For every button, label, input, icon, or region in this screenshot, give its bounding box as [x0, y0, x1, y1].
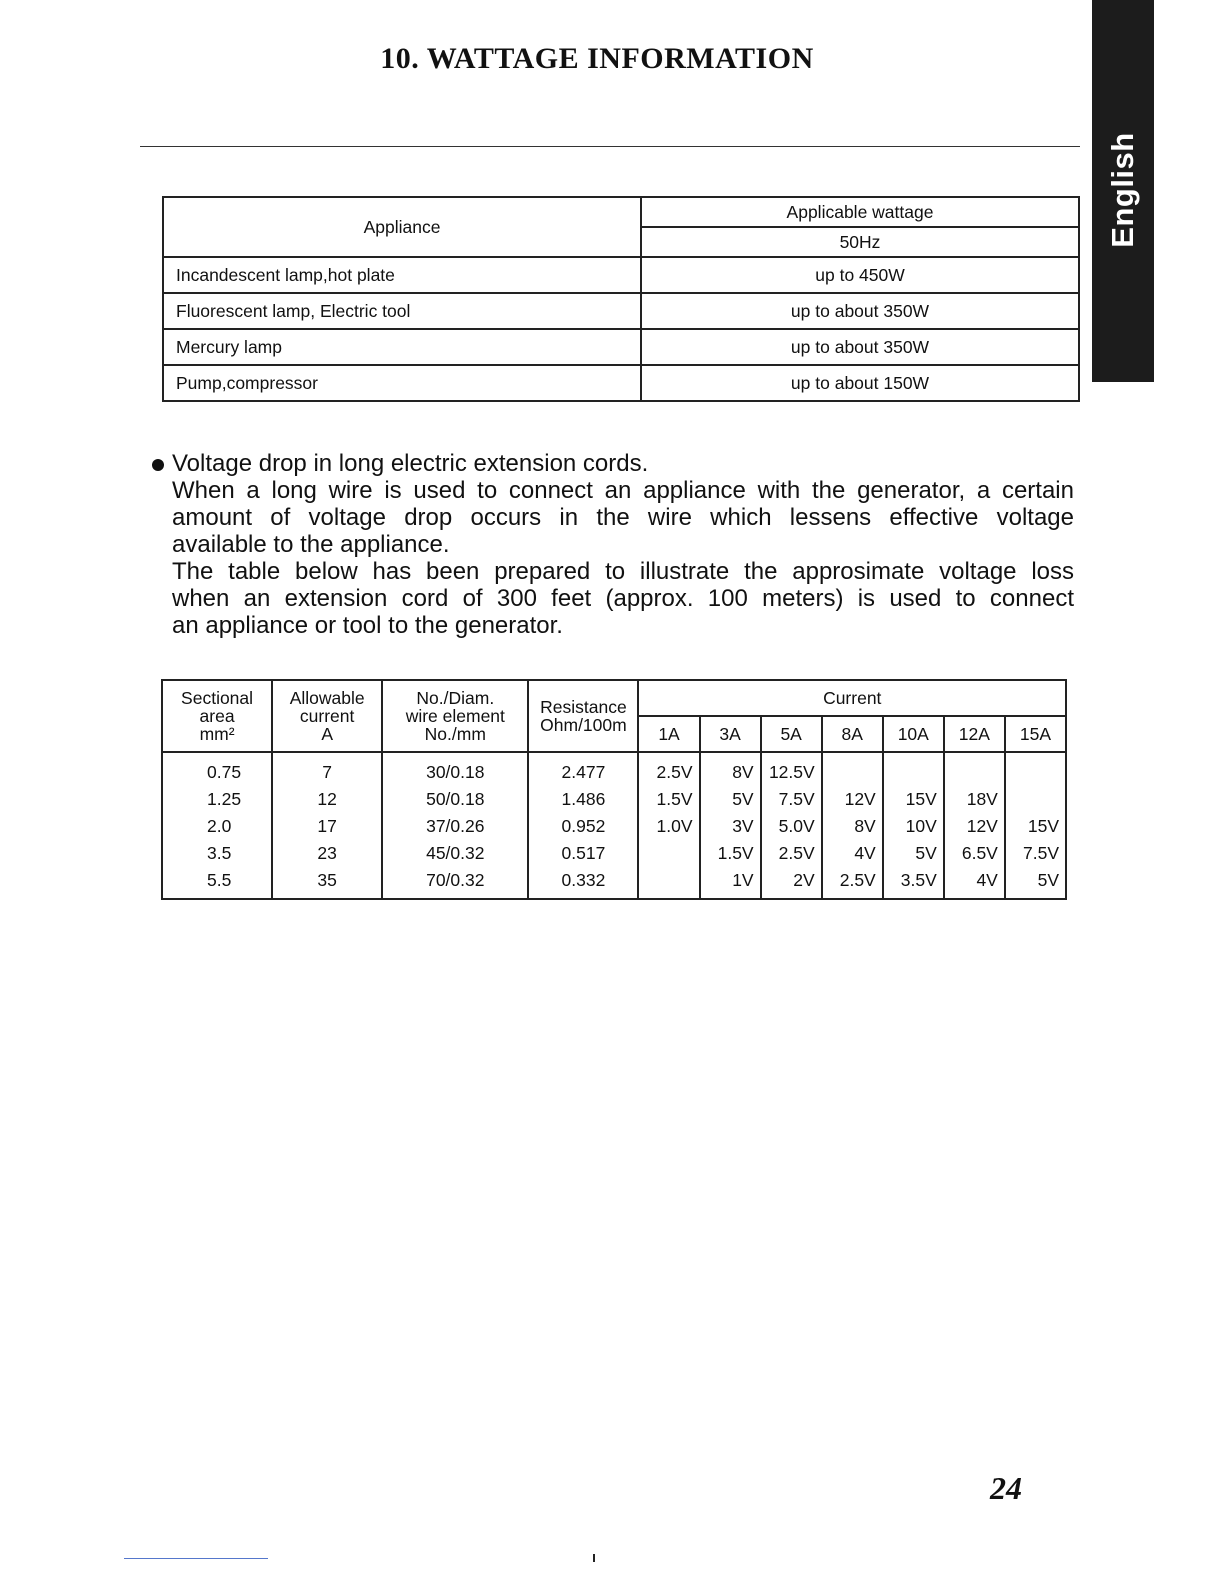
drop-cell: 5V	[1005, 867, 1066, 899]
page-number: 24	[990, 1470, 1022, 1506]
resistance-cell: 0.517	[528, 840, 638, 867]
table-row	[163, 257, 1079, 293]
table-row	[163, 293, 1079, 329]
drop-cell: 2.5V	[761, 840, 822, 867]
resistance-cell: 0.332	[528, 867, 638, 899]
drop-cell: 10V	[883, 813, 944, 840]
resistance-cell: 2.477	[528, 759, 638, 786]
amp-header: 3A	[700, 716, 761, 752]
paragraph-line: amount of voltage drop occurs in the wire which lessens effective voltage	[172, 504, 1074, 531]
page-title: 10. WATTAGE INFORMATION	[380, 42, 814, 75]
title-divider	[140, 146, 1080, 147]
area-cell: 3.5	[162, 840, 272, 867]
drop-cell: 3V	[700, 813, 761, 840]
drop-cell: 3.5V	[883, 867, 944, 899]
wire-cell: 45/0.32	[382, 840, 528, 867]
drop-cell: 15V	[883, 786, 944, 813]
wire-element-header	[382, 680, 528, 752]
drop-cell	[638, 867, 699, 899]
voltage-drop-table	[161, 679, 1067, 900]
area-cell: 1.25	[162, 786, 272, 813]
table-row	[162, 840, 1066, 867]
header-line: Allowable	[289, 688, 365, 708]
allowable-cell: 35	[272, 867, 382, 899]
wire-cell: 70/0.32	[382, 867, 528, 899]
sectional-area-header	[162, 680, 272, 752]
table-row	[162, 867, 1066, 899]
wattage-cell: up to about 350W	[641, 329, 1079, 365]
paragraph-line: The table below has been prepared to illustrate the approsimate voltage loss	[172, 558, 1074, 585]
voltage-table-header-row	[162, 680, 1066, 716]
header-line: current	[299, 706, 355, 726]
table-row	[162, 759, 1066, 786]
drop-cell: 1.5V	[700, 840, 761, 867]
resistance-header	[528, 680, 638, 752]
frequency-header: 50Hz	[641, 227, 1079, 257]
drop-cell: 5V	[883, 840, 944, 867]
table-spacer	[162, 752, 1066, 759]
wattage-cell: up to 450W	[641, 257, 1079, 293]
drop-cell	[822, 759, 883, 786]
voltage-drop-section	[148, 450, 1074, 639]
area-cell: 2.0	[162, 813, 272, 840]
voltage-drop-heading: Voltage drop in long electric extension cords.	[172, 450, 649, 477]
paragraph-line: an appliance or tool to the generator.	[172, 612, 563, 639]
wattage-cell: up to about 150W	[641, 365, 1079, 401]
resistance-cell: 1.486	[528, 786, 638, 813]
appliance-cell: Fluorescent lamp, Electric tool	[163, 293, 641, 329]
drop-cell: 5V	[700, 786, 761, 813]
bullet-icon	[152, 459, 164, 471]
drop-cell	[883, 759, 944, 786]
drop-cell	[638, 840, 699, 867]
header-line: wire element	[405, 706, 505, 726]
drop-cell: 2.5V	[638, 759, 699, 786]
drop-cell: 1V	[700, 867, 761, 899]
drop-cell	[1005, 786, 1066, 813]
current-header: Current	[638, 680, 1066, 716]
appliance-cell: Mercury lamp	[163, 329, 641, 365]
footer-tick	[593, 1554, 595, 1562]
paragraph-line: When a long wire is used to connect an appliance with the generator, a certain	[172, 477, 1074, 504]
wattage-cell: up to about 350W	[641, 293, 1079, 329]
wattage-table	[162, 196, 1080, 402]
drop-cell: 4V	[822, 840, 883, 867]
drop-cell	[944, 759, 1005, 786]
wire-cell: 50/0.18	[382, 786, 528, 813]
language-tab-label: English	[1105, 132, 1140, 248]
drop-cell: 8V	[822, 813, 883, 840]
drop-cell: 7.5V	[761, 786, 822, 813]
header-line: A	[321, 724, 333, 744]
allowable-cell: 23	[272, 840, 382, 867]
header-line: area	[199, 706, 235, 726]
area-cell: 0.75	[162, 759, 272, 786]
amp-header: 10A	[883, 716, 944, 752]
appliance-header: Appliance	[163, 197, 641, 257]
allowable-current-header	[272, 680, 382, 752]
drop-cell: 5.0V	[761, 813, 822, 840]
drop-cell: 15V	[1005, 813, 1066, 840]
header-line: Sectional	[181, 688, 254, 708]
paragraph-line: available to the appliance.	[172, 531, 450, 558]
drop-cell: 1.5V	[638, 786, 699, 813]
drop-cell: 12V	[822, 786, 883, 813]
amp-header: 15A	[1005, 716, 1066, 752]
header-line: mm²	[199, 724, 235, 744]
drop-cell: 12.5V	[761, 759, 822, 786]
appliance-cell: Pump,compressor	[163, 365, 641, 401]
table-row	[162, 786, 1066, 813]
header-line: Resistance	[540, 697, 627, 717]
footer-line	[124, 1558, 268, 1559]
wattage-table-header-row	[163, 197, 1079, 227]
header-line: Ohm/100m	[540, 715, 627, 735]
allowable-cell: 12	[272, 786, 382, 813]
drop-cell: 2V	[761, 867, 822, 899]
drop-cell: 8V	[700, 759, 761, 786]
amp-header: 8A	[822, 716, 883, 752]
drop-cell: 6.5V	[944, 840, 1005, 867]
amp-header: 5A	[761, 716, 822, 752]
language-tab	[1092, 0, 1154, 382]
drop-cell: 1.0V	[638, 813, 699, 840]
amp-header: 12A	[944, 716, 1005, 752]
table-row	[162, 813, 1066, 840]
amp-header: 1A	[638, 716, 699, 752]
drop-cell: 12V	[944, 813, 1005, 840]
wire-cell: 37/0.26	[382, 813, 528, 840]
drop-cell	[1005, 759, 1066, 786]
wire-cell: 30/0.18	[382, 759, 528, 786]
header-line: No./mm	[424, 724, 486, 744]
appliance-cell: Incandescent lamp,hot plate	[163, 257, 641, 293]
drop-cell: 4V	[944, 867, 1005, 899]
paragraph-line: when an extension cord of 300 feet (approx. 100 meters) is used to connect	[172, 585, 1074, 612]
allowable-cell: 7	[272, 759, 382, 786]
area-cell: 5.5	[162, 867, 272, 899]
table-row	[163, 329, 1079, 365]
voltage-drop-heading-line	[148, 450, 1074, 477]
header-line: No./Diam.	[416, 688, 495, 708]
drop-cell: 18V	[944, 786, 1005, 813]
resistance-cell: 0.952	[528, 813, 638, 840]
drop-cell: 7.5V	[1005, 840, 1066, 867]
allowable-cell: 17	[272, 813, 382, 840]
table-row	[163, 365, 1079, 401]
applicable-wattage-header: Applicable wattage	[641, 197, 1079, 227]
drop-cell: 2.5V	[822, 867, 883, 899]
